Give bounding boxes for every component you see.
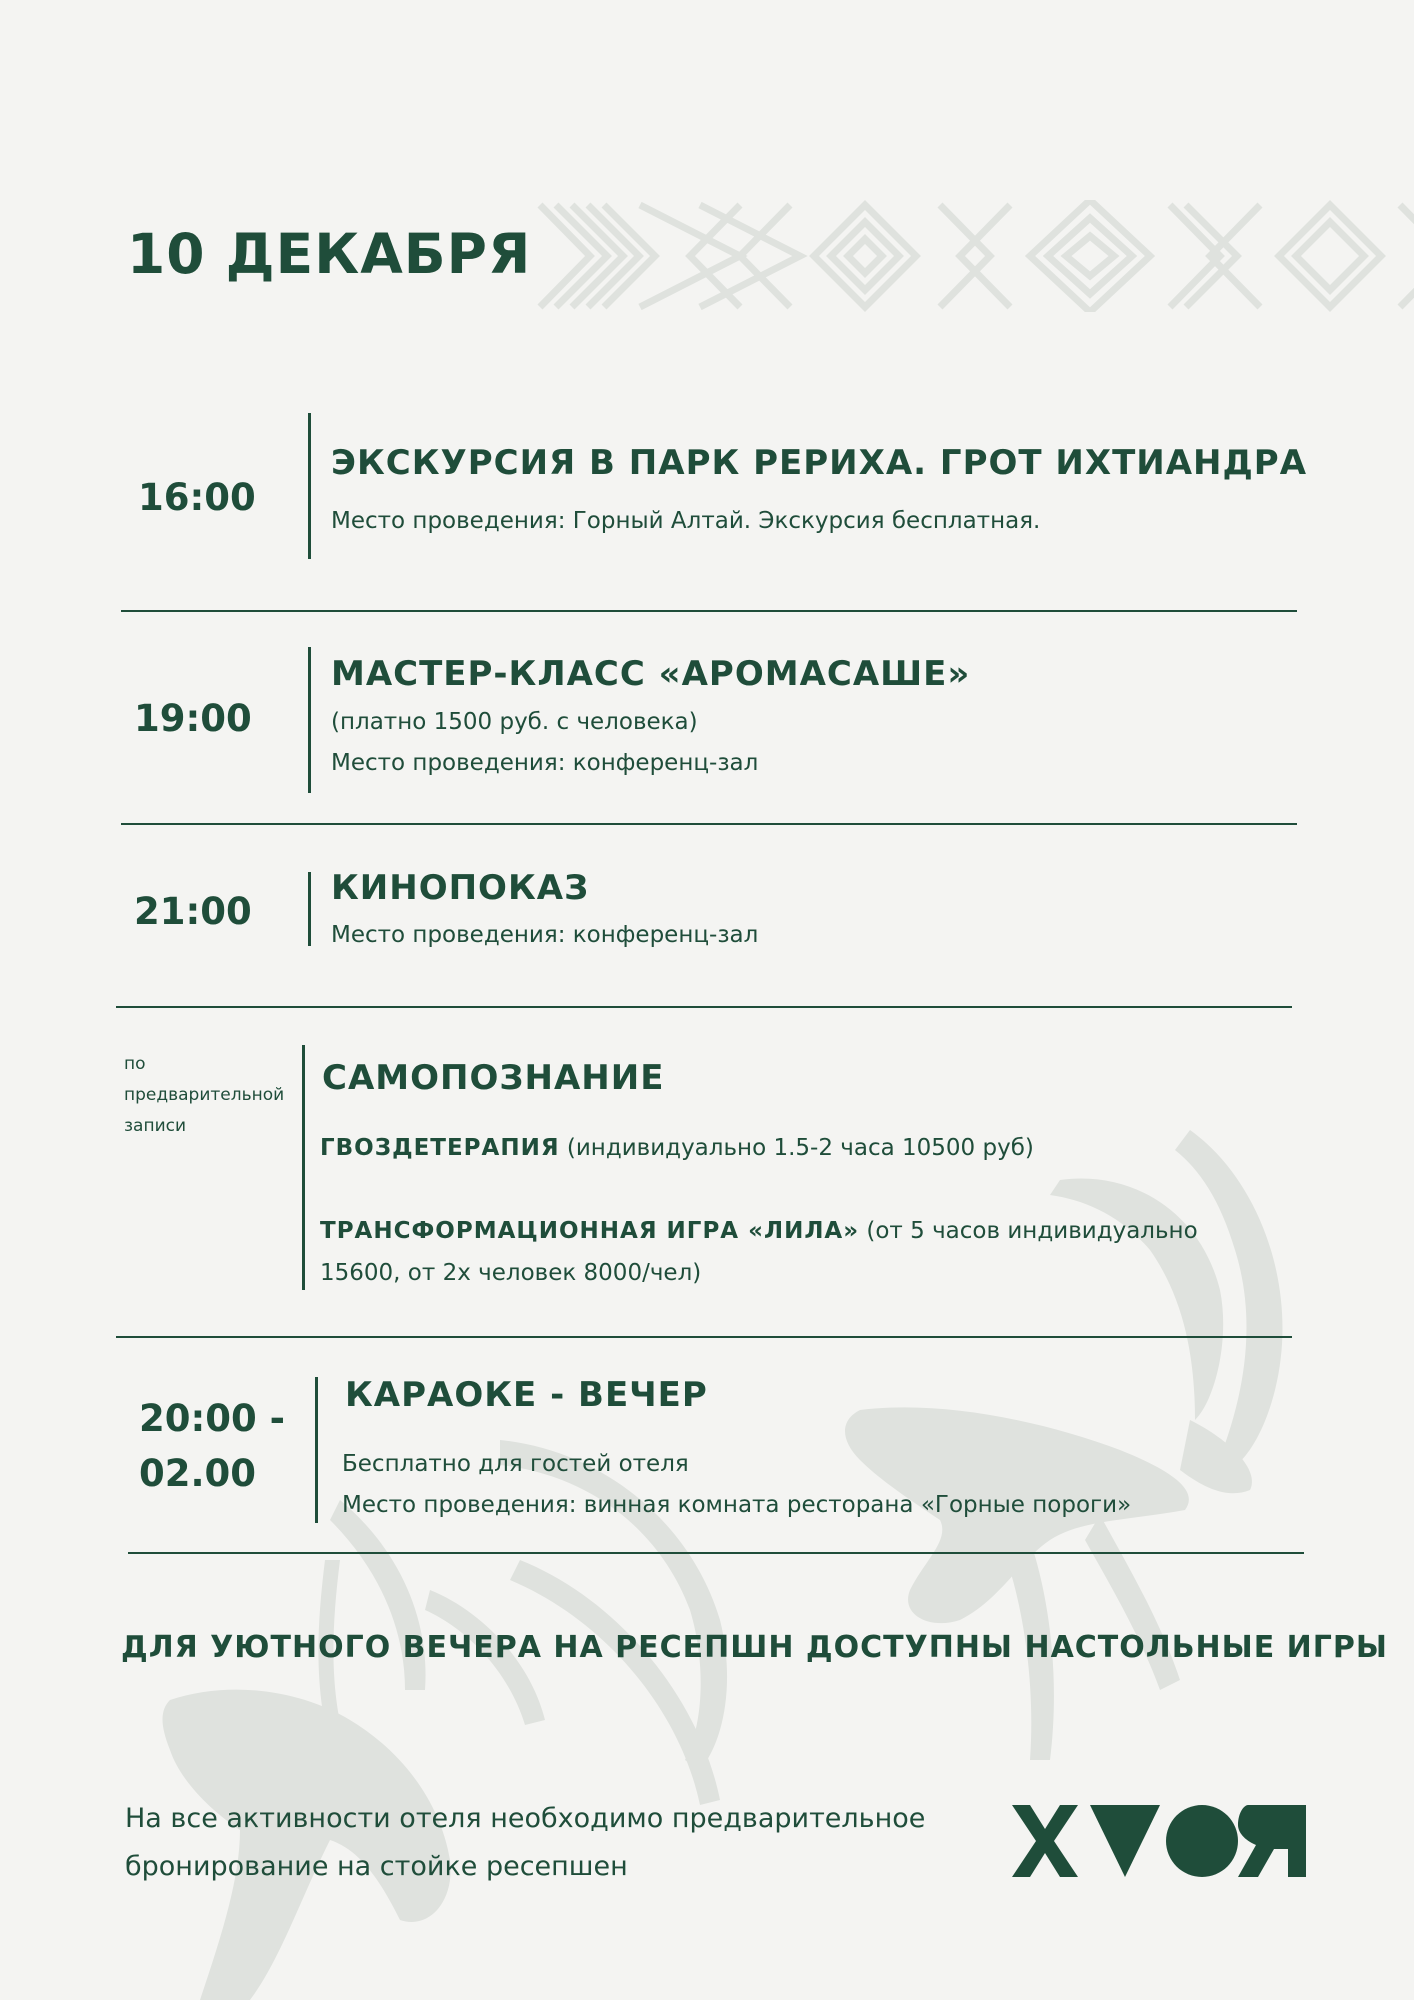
event-time: 16:00: [138, 476, 256, 519]
section-separator: [121, 610, 1297, 612]
event-title: КИНОПОКАЗ: [331, 868, 590, 908]
event-item: [320, 1135, 1034, 1161]
event-detail: Место проведения: конференц-зал: [331, 750, 759, 776]
event-divider: [308, 872, 311, 946]
event-divider: [308, 413, 311, 559]
event-detail: Место проведения: винная комната ресторана «Горные пороги»: [342, 1492, 1132, 1518]
event-detail: (платно 1500 руб. с человека): [331, 709, 698, 735]
event-divider: [308, 647, 311, 793]
event-time: 20:00 -: [139, 1397, 286, 1440]
page-title: 10 ДЕКАБРЯ: [127, 222, 532, 286]
booking-note: [124, 1049, 284, 1142]
chevron-band-icon: [540, 200, 1414, 312]
event-title: ЭКСКУРСИЯ В ПАРК РЕРИХА. ГРОТ ИХТИАНДРА: [331, 443, 1308, 483]
event-title: МАСТЕР-КЛАСС «АРОМАСАШЕ»: [331, 654, 971, 694]
section-separator: [128, 1552, 1304, 1554]
footer-note-line: бронирование на стойке ресепшен: [125, 1851, 628, 1882]
event-time: 02.00: [139, 1452, 257, 1495]
item-detail-line: 15600, от 2х человек 8000/чел): [320, 1260, 702, 1286]
section-separator: [116, 1336, 1292, 1338]
hvoya-logo: [1012, 1805, 1306, 1877]
booking-note-line: по: [124, 1054, 146, 1074]
item-detail: (индивидуально 1.5-2 часа 10500 руб): [559, 1135, 1034, 1161]
event-detail: Место проведения: конференц-зал: [331, 922, 759, 948]
event-divider: [315, 1377, 318, 1523]
section-separator: [116, 1006, 1292, 1008]
event-item: [320, 1218, 1198, 1244]
booking-note-line: записи: [124, 1116, 187, 1136]
event-detail: Бесплатно для гостей отеля: [342, 1451, 689, 1477]
item-name: ТРАНСФОРМАЦИОННАЯ ИГРА «ЛИЛА»: [320, 1218, 860, 1244]
board-games-banner: ДЛЯ УЮТНОГО ВЕЧЕРА НА РЕСЕПШН ДОСТУПНЫ НАСТОЛЬНЫЕ ИГРЫ: [121, 1630, 1388, 1665]
event-divider: [302, 1045, 305, 1290]
event-title: КАРАОКЕ - ВЕЧЕР: [345, 1375, 708, 1415]
item-name: ГВОЗДЕТЕРАПИЯ: [320, 1135, 560, 1161]
booking-note-line: предварительной: [124, 1085, 285, 1105]
booking-footer-note: [125, 1795, 925, 1891]
section-separator: [121, 823, 1297, 825]
item-detail: (от 5 часов индивидуально: [859, 1218, 1198, 1244]
footer-note-line: На все активности отеля необходимо предварительное: [125, 1803, 926, 1834]
event-title: САМОПОЗНАНИЕ: [322, 1058, 665, 1098]
event-detail: Место проведения: Горный Алтай. Экскурсия бесплатная.: [331, 508, 1041, 534]
event-time: 21:00: [134, 890, 252, 933]
event-time: 19:00: [134, 697, 252, 740]
